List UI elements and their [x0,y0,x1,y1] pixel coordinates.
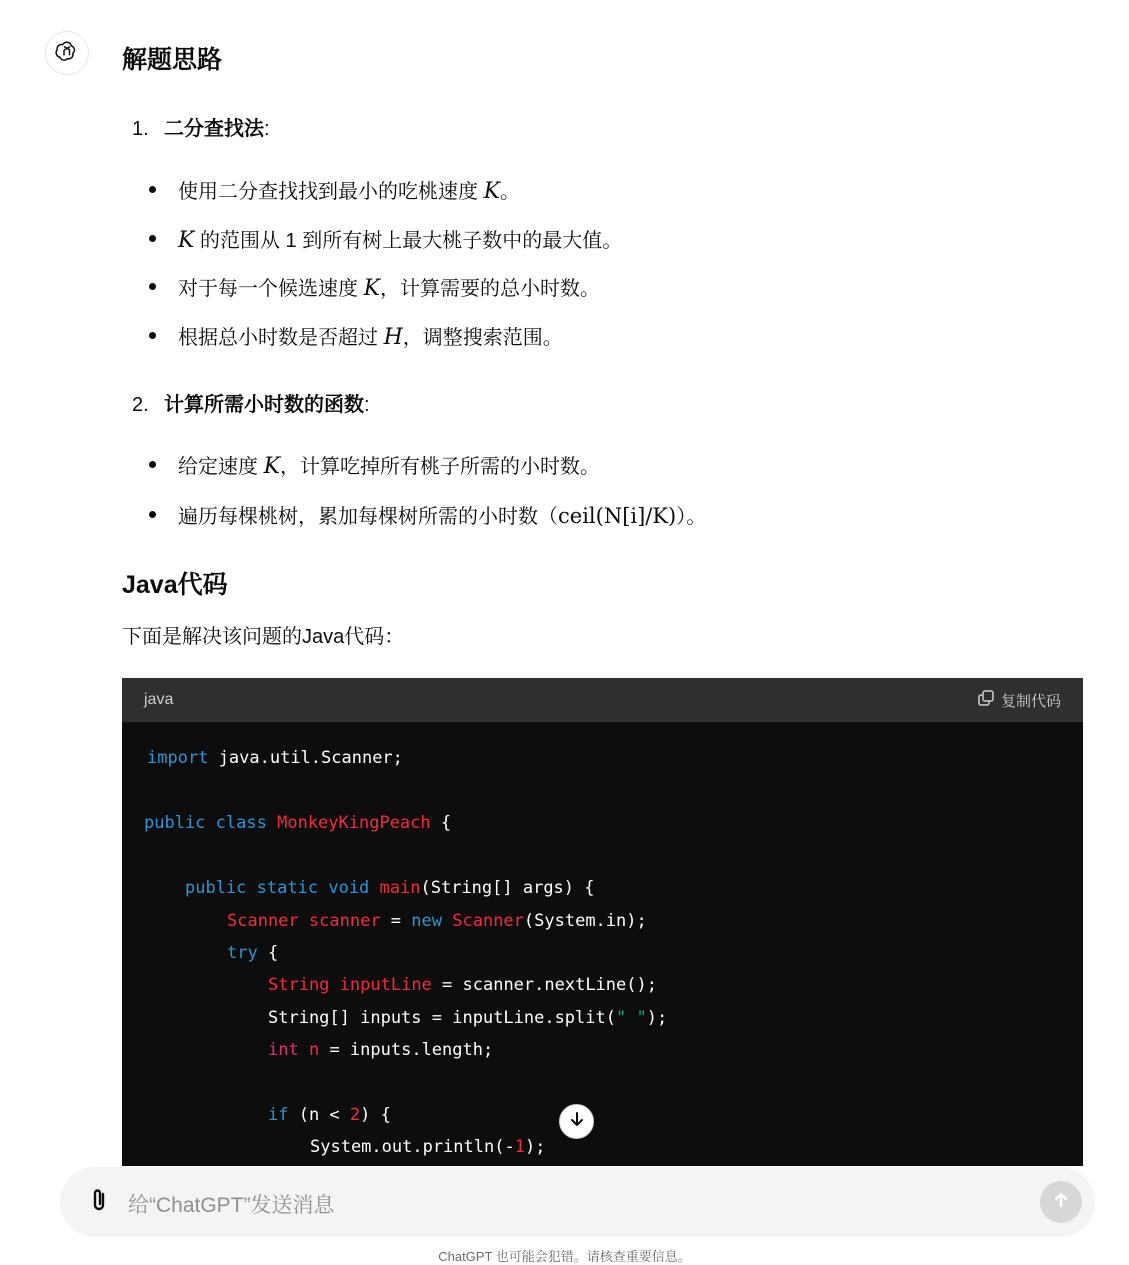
list-title: 二分查找法 [164,118,264,140]
bullet-item [178,450,600,479]
assistant-avatar [45,31,89,75]
list-number: 1. [132,118,149,140]
attach-file-button[interactable] [84,1187,114,1217]
code-header [122,678,1083,722]
bullet-item [178,224,622,253]
code-line: Scanner scanner = new Scanner(System.in); [227,911,647,931]
bullet-text: 给定速度 [178,456,264,478]
bullet-text: 根据总小时数是否超过 [178,327,384,349]
bullet-item [178,272,600,301]
list-item-1 [132,112,270,141]
code-block [122,678,1083,1198]
heading-code: Java代码 [122,571,228,599]
scroll-to-bottom-button[interactable] [559,1104,594,1139]
bullet-text: 遍历每棵桃树，累加每棵树所需的小时数（ [178,506,558,528]
copy-code-label: 复制代码 [1000,692,1061,710]
code-line: String[] inputs = inputLine.split(" "); [268,1008,668,1028]
bullet-text: 的范围从 1 到所有树上最大桃子数中的最大值。 [194,230,623,252]
heading-approach: 解题思路 [122,46,223,74]
code-line: System.out.println(-1); [310,1137,546,1157]
bullet-text: 对于每一个候选速度 [178,278,364,300]
disclaimer-text: ChatGPT 也可能会犯错。请核查重要信息。 [438,1249,691,1264]
code-line: if (n < 2) { [268,1105,391,1125]
message-composer[interactable] [60,1167,1095,1237]
bullet-text: ，计算需要的总小时数。 [380,278,600,300]
math-inline: ceil(N[i]/K) [558,504,677,528]
code-line: String inputLine = scanner.nextLine(); [268,975,657,995]
code-line: import java.util.Scanner; [147,748,403,768]
message-input[interactable]: 给“ChatGPT”发送消息 [128,1194,335,1217]
bullet-text: 。 [500,181,520,203]
math-inline: K [483,179,500,204]
bullet-item [178,175,520,204]
copy-icon [977,689,995,711]
list-colon: : [364,394,370,416]
arrow-down-icon [568,1110,586,1133]
paperclip-icon [89,1187,109,1218]
code-line: try { [227,943,279,963]
list-number: 2. [132,394,149,416]
code-line: int n = inputs.length; [268,1040,494,1060]
list-colon: : [264,118,270,140]
bullet-text: 使用二分查找找到最小的吃桃速度 [178,181,484,203]
bullet-text: ）。 [676,506,707,528]
math-inline: K [363,276,380,301]
bullet-text: ，调整搜索范围。 [402,327,563,349]
code-line: public class MonkeyKingPeach { [144,813,452,833]
math-inline: H [383,325,403,350]
code-intro: 下面是解决该问题的Java代码： [122,626,405,648]
math-inline: K [178,228,195,253]
code-line: public static void main(String[] args) { [185,878,595,898]
code-language: java [144,691,174,708]
openai-logo-icon [55,39,79,68]
math-inline: K [263,454,280,479]
bullet-text: ，计算吃掉所有桃子所需的小时数。 [280,456,600,478]
copy-code-button[interactable] [977,689,1061,711]
send-button[interactable] [1040,1181,1082,1223]
list-item-2 [132,388,370,417]
bullet-item [178,321,563,350]
list-title: 计算所需小时数的函数 [164,394,364,416]
arrow-up-icon [1051,1190,1071,1215]
bullet-item [178,500,706,529]
